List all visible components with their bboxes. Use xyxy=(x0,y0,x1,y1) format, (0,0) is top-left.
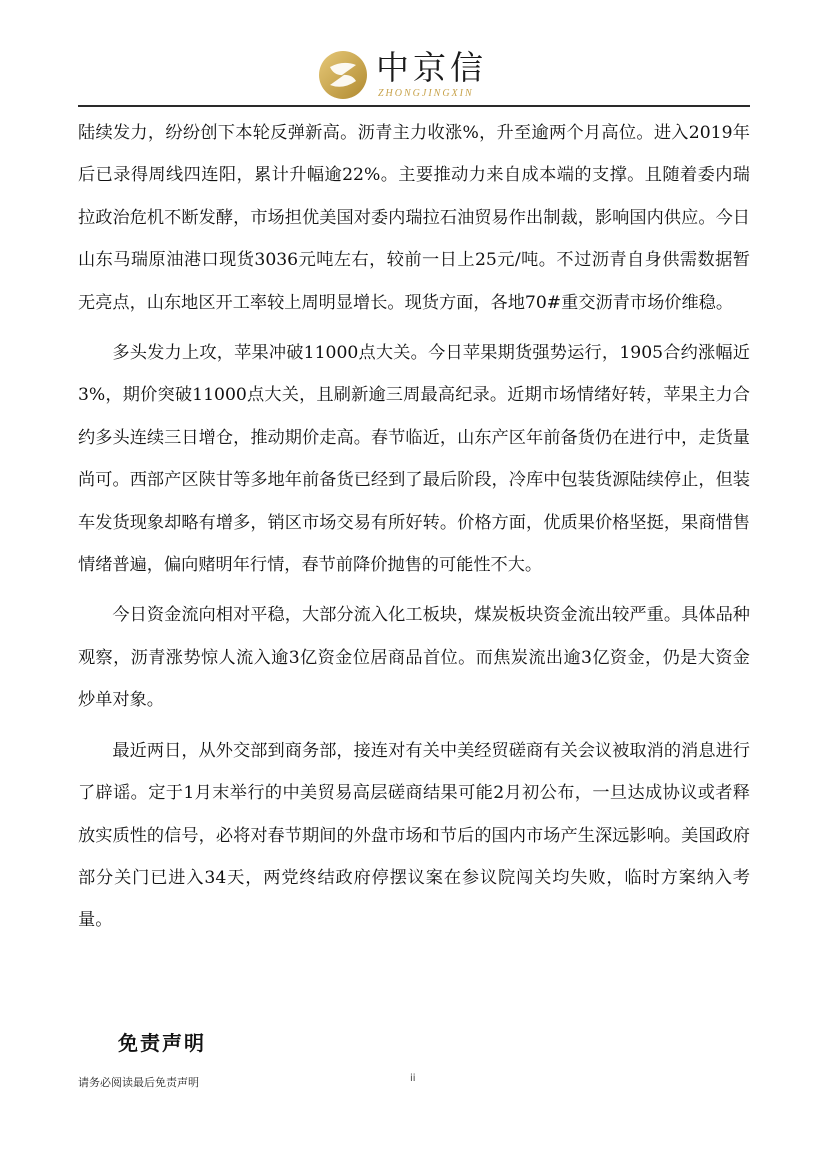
footer-notice: 请务必阅读最后免责声明 xyxy=(78,1076,199,1089)
paragraph-trade-talks: 最近两日，从外交部到商务部，接连对有关中美经贸磋商有关会议被取消的消息进行了辟谣。定于1月末举行的中美贸易高层磋商结果可能2月初公布，一旦达成协议或者释放实质性的信号，必将对春节期间的外盘市场和节后的国内市场产生深远影响。美国政府部分关门已进入34天，两党终结政府停摆议案在参议院闯关均失败，临时方案纳入考量。 xyxy=(78,740,750,931)
report-body xyxy=(78,112,750,950)
paragraph-asphalt: 陆续发力，纷纷创下本轮反弹新高。沥青主力收涨%，升至逾两个月高位。进入2019年后已录得周线四连阳，累计升幅逾22%。主要推动力来自成本端的支撑。且随着委内瑞拉政治危机不断发酵，市场担优美国对委内瑞拉石油贸易作出制裁，影响国内供应。今日山东马瑞原油港口现货3036元吨左右，较前一日上25元/吨。不过沥青自身供需数据暂无亮点，山东地区开工率较上周明显增长。现货方面，各地70#重交沥青市场价维稳。 xyxy=(78,123,750,313)
page-header xyxy=(0,0,827,110)
header-divider xyxy=(78,105,750,107)
brand-name: 中京信 xyxy=(376,48,487,87)
disclaimer-heading: 免责声明 xyxy=(118,1031,206,1055)
paragraph-apple-futures: 多头发力上攻，苹果冲破11000点大关。今日苹果期货强势运行，1905合约涨幅近3%，期价突破11000点大关，且刷新逾三周最高纪录。近期市场情绪好转，苹果主力合约多头连续三日增仓，推动期价走高。春节临近，山东产区年前备货仍在进行中，走货量尚可。西部产区陕甘等多地年前备货已经到了最后阶段，冷库中包装货源陆续停止，但装车发货现象却略有增多，销区市场交易有所好转。价格方面，优质果价格坚挺，果商惜售情绪普遍，偏向赌明年行情，春节前降价抛售的可能性不大。 xyxy=(78,343,750,576)
page-number: ii xyxy=(410,1073,416,1084)
paragraph-fund-flow: 今日资金流向相对平稳，大部分流入化工板块，煤炭板块资金流出较严重。具体品种观察，沥青涨势惊人流入逾3亿资金位居商品首位。而焦炭流出逾3亿资金，仍是大资金炒单对象。 xyxy=(78,605,750,711)
company-logo xyxy=(318,46,508,102)
brand-subtitle: ZHONGJINGXIN xyxy=(378,88,474,99)
zj-swirl-logo-icon xyxy=(318,50,368,100)
